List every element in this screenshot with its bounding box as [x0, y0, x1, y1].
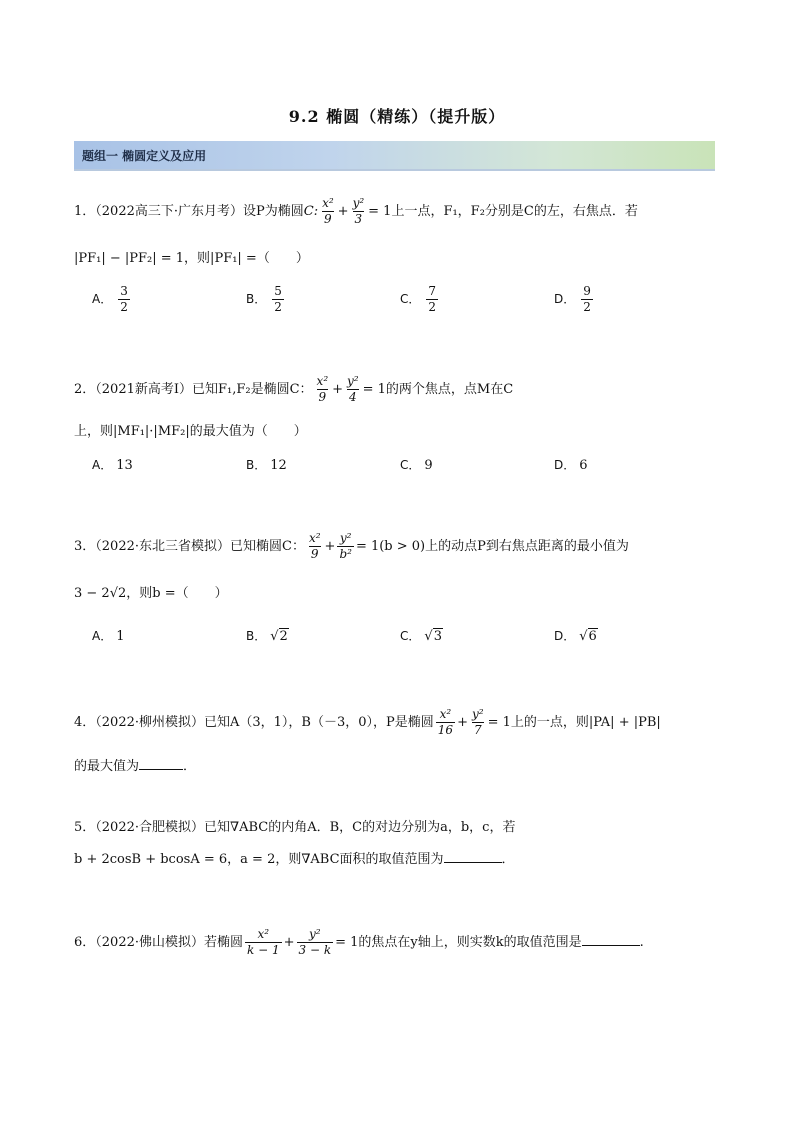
question-4-line2: 的最大值为 ． [74, 759, 197, 774]
option-d[interactable]: D． 6 [554, 458, 588, 473]
option-b[interactable]: B． $\frac{5}{2}$ [246, 284, 282, 314]
option-c[interactable]: C． 9 [400, 458, 433, 473]
question-6: 6．（2022·佛山模拟）若椭圆 $\frac{\text{x²}}{k - 1}$ + $\frac{\text{y²}}{3 - k}$ = 1的焦点在y轴上，则实数k的取值范围是 . [74, 927, 644, 957]
answer-blank[interactable] [444, 850, 502, 863]
section-banner [74, 141, 715, 171]
fraction: $\frac{\text{x²}}{k - 1}$ [247, 927, 280, 957]
question-5: 5．（2022·合肥模拟）已知∇ABC的内角A．B，C的对边分别为a，b，c，若 [74, 820, 516, 835]
question-1: 1．（2022高三下·广东月考）设P为椭圆C: $\frac{\text{x²}}{9}$ + $\frac{\text{y²}}{3}$ = 1上一点，F₁，F₂分别是C的左，右焦点．若 [74, 196, 638, 226]
question-4: 4．（2022·柳州模拟）已知A（3，1），B（－3，0），P是椭圆 $\frac{\text{x²}}{16}$ + $\frac{\text{y²}}{7}$ = 1上的一点，则|PA| + |PB| [74, 707, 661, 737]
fraction: $\frac{\text{x²}}{16}$ [437, 707, 454, 737]
fraction: $\frac{\text{x²}}{9}$ [316, 374, 329, 404]
fraction: $\frac{\text{x²}}{9}$ [308, 531, 321, 561]
question-3: 3．（2022·东北三省模拟）已知椭圆C： $\frac{\text{x²}}{9}$ + $\frac{\text{y²}}{\text{b²}}$ = 1(b > 0)上的动点P到右焦点距离的最小值为 [74, 531, 629, 561]
option-d[interactable]: D． $\frac{9}{2}$ [554, 284, 591, 314]
answer-blank[interactable] [582, 933, 640, 946]
option-a[interactable]: A． 1 [92, 629, 125, 644]
page-title: 9.2 椭圆（精练）（提升版） [288, 107, 506, 126]
option-a[interactable]: A． 13 [92, 458, 133, 473]
section-title: 题组一 椭圆定义及应用 [82, 149, 207, 163]
question-2-line2: 上，则|MF₁|·|MF₂|的最大值为（ ） [74, 424, 307, 439]
fraction: $\frac{\text{y²}}{7}$ [471, 707, 484, 737]
question-3-line2: 3 − 2√2，则b =（ ） [74, 586, 228, 601]
answer-blank[interactable] [139, 757, 183, 770]
question-1-line2: |PF₁| − |PF₂| = 1，则|PF₁| =（ ） [74, 251, 309, 266]
fraction: $\frac{\text{y²}}{4}$ [347, 374, 359, 404]
option-b[interactable]: B． √2 [246, 629, 288, 644]
fraction: $\frac{\text{y²}}{3}$ [352, 196, 365, 226]
option-c[interactable]: C． $\frac{7}{2}$ [400, 284, 437, 314]
fraction: $\frac{\text{y²}}{3 - k}$ [298, 927, 332, 957]
option-d[interactable]: D． √6 [554, 629, 597, 644]
question-2: 2．（2021新高考Ⅰ）已知F₁,F₂是椭圆C： $\frac{\text{x²}}{9}$ + $\frac{\text{y²}}{4}$ = 1的两个焦点，点M在C [74, 374, 514, 404]
question-5-line2: b + 2cosB + bcosA = 6，a = 2，则∇ABC面积的取值范围为 ． [74, 852, 515, 867]
fraction: $\frac{\text{y²}}{\text{b²}}$ [339, 531, 352, 561]
option-b[interactable]: B． 12 [246, 458, 287, 473]
fraction: $\frac{\text{x²}}{9}$ [322, 196, 334, 226]
option-c[interactable]: C． √3 [400, 629, 442, 644]
option-a[interactable]: A． $\frac{3}{2}$ [92, 284, 128, 314]
